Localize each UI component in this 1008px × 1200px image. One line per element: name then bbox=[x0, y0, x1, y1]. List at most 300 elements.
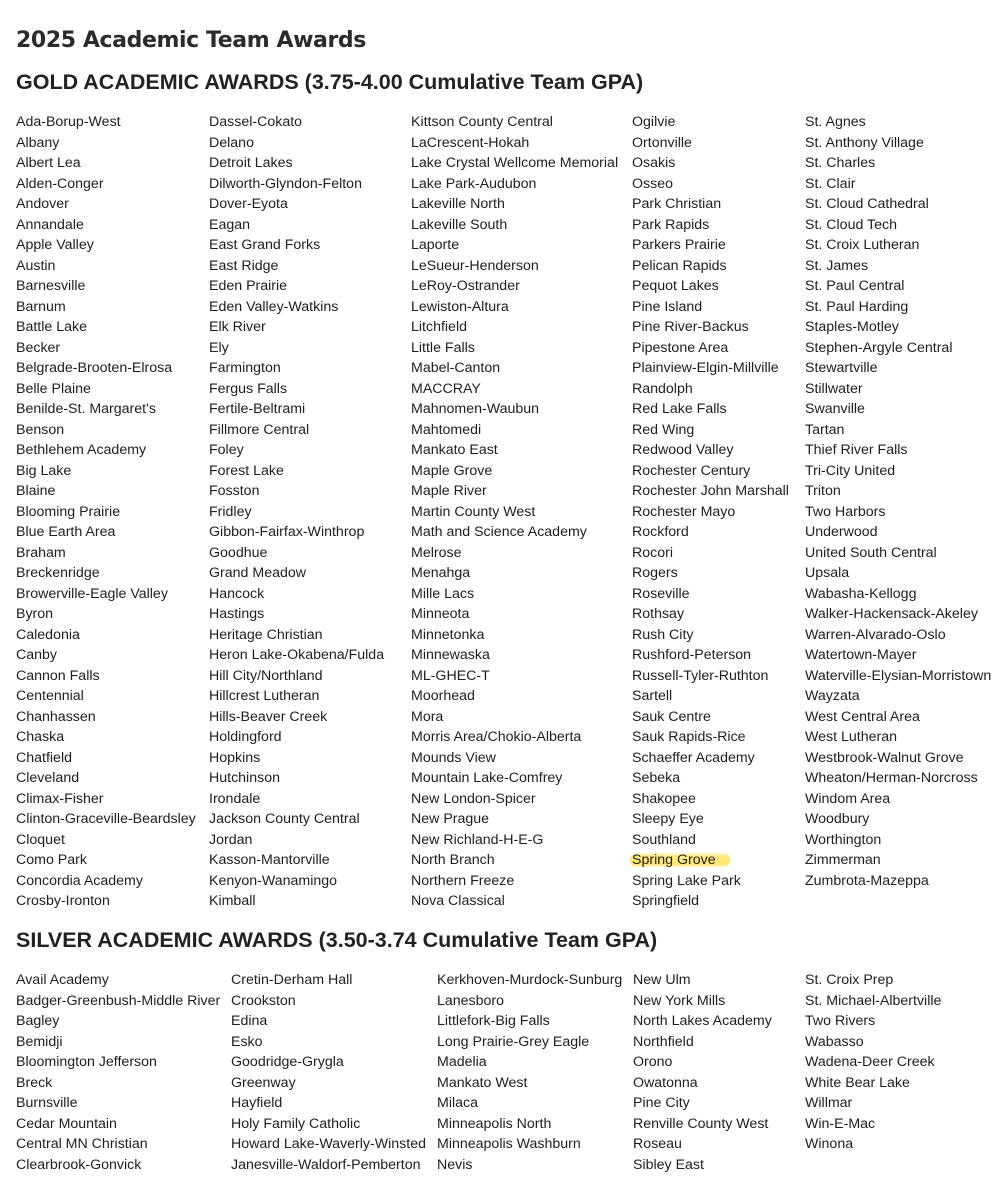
school-list-item bbox=[16, 317, 196, 338]
school-name: Bloomington Jefferson bbox=[16, 1054, 157, 1070]
school-name: Como Park bbox=[16, 852, 87, 868]
school-name: Pine City bbox=[633, 1095, 690, 1111]
school-name: Fosston bbox=[209, 483, 260, 499]
school-list-item bbox=[633, 1011, 772, 1032]
school-list-item bbox=[411, 256, 618, 277]
school-list-item bbox=[411, 461, 618, 482]
school-list-item bbox=[437, 1093, 622, 1114]
school-list-item bbox=[805, 440, 991, 461]
school-list-item bbox=[411, 604, 618, 625]
silver-column-1 bbox=[16, 970, 220, 1175]
school-list-item bbox=[16, 338, 196, 359]
gold-column-5 bbox=[805, 112, 991, 891]
school-list-item bbox=[209, 235, 384, 256]
school-name: Roseau bbox=[633, 1136, 682, 1152]
school-name: Mahtomedi bbox=[411, 421, 482, 438]
school-name: Mahnomen-Waubun bbox=[411, 401, 540, 417]
school-name: Owatonna bbox=[633, 1074, 698, 1091]
school-list-item bbox=[805, 276, 991, 297]
school-list-item bbox=[16, 133, 196, 154]
school-name: Pelican Rapids bbox=[632, 257, 727, 274]
school-name: Upsala bbox=[805, 565, 850, 581]
school-list-item bbox=[805, 420, 991, 441]
school-list-item bbox=[411, 686, 618, 707]
school-name: Becker bbox=[16, 339, 61, 356]
school-list-item bbox=[16, 1073, 220, 1094]
school-list-item bbox=[633, 991, 772, 1012]
school-name: Alden-Conger bbox=[16, 175, 104, 192]
school-name: Blooming Prairie bbox=[16, 503, 121, 520]
school-list-item bbox=[209, 194, 384, 215]
school-name: Mankato West bbox=[437, 1074, 528, 1091]
school-name: Hillcrest Lutheran bbox=[209, 688, 320, 704]
school-name: Kerkhoven-Murdock-Sunburg bbox=[437, 972, 623, 988]
school-name: New London-Spicer bbox=[411, 790, 536, 807]
school-list-item bbox=[633, 1134, 772, 1155]
school-name: Janesville-Waldorf-Pemberton bbox=[231, 1156, 421, 1173]
school-list-item bbox=[632, 440, 789, 461]
school-list-item bbox=[411, 543, 618, 564]
school-list-item bbox=[209, 543, 384, 564]
school-list-item bbox=[632, 481, 789, 502]
school-list-item bbox=[633, 1093, 772, 1114]
school-list-item bbox=[411, 174, 618, 195]
school-list-item bbox=[411, 420, 618, 441]
school-name: Sibley East bbox=[633, 1156, 704, 1173]
school-name: Hancock bbox=[209, 585, 265, 602]
school-list-item bbox=[805, 625, 991, 646]
school-name: Breckenridge bbox=[16, 565, 100, 581]
school-name: Two Rivers bbox=[805, 1013, 876, 1029]
school-list-item bbox=[632, 850, 789, 871]
school-name: Apple Valley bbox=[16, 237, 94, 253]
school-name: Minneapolis Washburn bbox=[437, 1136, 581, 1152]
school-name: Barnesville bbox=[16, 278, 86, 294]
school-list-item bbox=[632, 563, 789, 584]
school-name: Holdingford bbox=[209, 729, 282, 745]
school-list-item bbox=[632, 461, 789, 482]
school-name: Kenyon-Wanamingo bbox=[209, 872, 338, 889]
school-name: East Grand Forks bbox=[209, 237, 321, 253]
school-list-item bbox=[633, 970, 772, 991]
school-name: St. Cloud Cathedral bbox=[805, 196, 929, 212]
school-name: Jackson County Central bbox=[209, 811, 360, 827]
school-name: Osseo bbox=[632, 175, 674, 192]
school-list-item bbox=[632, 502, 789, 523]
school-list-item bbox=[632, 112, 789, 133]
school-list-item bbox=[209, 707, 384, 728]
school-name: Irondale bbox=[209, 790, 261, 807]
silver-column-3 bbox=[437, 970, 622, 1175]
school-list-item bbox=[632, 543, 789, 564]
school-list-item bbox=[16, 420, 196, 441]
school-name: Zumbrota-Mazeppa bbox=[805, 872, 929, 889]
school-name: Esko bbox=[231, 1033, 263, 1050]
school-name: Fertile-Beltrami bbox=[209, 401, 306, 417]
school-name: Kittson County Central bbox=[411, 114, 553, 130]
school-name: White Bear Lake bbox=[805, 1074, 910, 1091]
school-name: St. James bbox=[805, 257, 869, 274]
school-list-item bbox=[805, 194, 991, 215]
school-list-item bbox=[16, 970, 220, 991]
school-list-item bbox=[411, 625, 618, 646]
school-list-item bbox=[632, 256, 789, 277]
school-name: Cedar Mountain bbox=[16, 1115, 117, 1132]
school-name: Winona bbox=[805, 1136, 854, 1152]
school-list-item bbox=[411, 522, 618, 543]
school-name: Centennial bbox=[16, 688, 84, 704]
school-list-item bbox=[805, 174, 991, 195]
school-list-item bbox=[411, 768, 618, 789]
school-name: Howard Lake-Waverly-Winsted bbox=[231, 1136, 427, 1152]
school-list-item bbox=[632, 809, 789, 830]
school-list-item bbox=[411, 891, 618, 912]
school-list-item bbox=[16, 1114, 220, 1135]
school-name: West Lutheran bbox=[805, 729, 898, 745]
school-list-item bbox=[632, 235, 789, 256]
school-name: St. Anthony Village bbox=[805, 134, 924, 151]
gold-awards-heading: GOLD ACADEMIC AWARDS (3.75-4.00 Cumulative Team GPA) bbox=[16, 70, 644, 94]
school-name: Cannon Falls bbox=[16, 667, 100, 684]
school-list-item bbox=[16, 991, 220, 1012]
school-name: Mounds View bbox=[411, 749, 496, 766]
school-list-item bbox=[805, 850, 991, 871]
school-list-item bbox=[16, 461, 196, 482]
school-list-item bbox=[411, 112, 618, 133]
school-name: Morris Area/Chokio-Alberta bbox=[411, 729, 582, 745]
school-name: Littlefork-Big Falls bbox=[437, 1013, 550, 1029]
school-name: Maple Grove bbox=[411, 462, 493, 479]
school-list-item bbox=[16, 1155, 220, 1176]
school-list-item bbox=[16, 502, 196, 523]
school-list-item bbox=[805, 153, 991, 174]
school-list-item bbox=[231, 1011, 426, 1032]
school-name: New Prague bbox=[411, 811, 490, 827]
school-list-item bbox=[805, 133, 991, 154]
school-name: Benson bbox=[16, 421, 65, 438]
school-name: LaCrescent-Hokah bbox=[411, 134, 530, 151]
school-list-item bbox=[411, 379, 618, 400]
school-name: Lanesboro bbox=[437, 992, 505, 1009]
school-list-item bbox=[16, 727, 196, 748]
school-list-item bbox=[805, 1011, 941, 1032]
school-name: Springfield bbox=[632, 893, 700, 909]
school-name: Belle Plaine bbox=[16, 380, 91, 397]
school-name: Kasson-Mantorville bbox=[209, 852, 330, 868]
school-name: Mille Lacs bbox=[411, 585, 475, 602]
gold-column-4 bbox=[632, 112, 789, 912]
school-list-item bbox=[805, 256, 991, 277]
school-list-item bbox=[411, 153, 618, 174]
school-name: Burnsville bbox=[16, 1095, 78, 1111]
school-list-item bbox=[805, 645, 991, 666]
school-list-item bbox=[632, 276, 789, 297]
school-name: Goodridge-Grygla bbox=[231, 1054, 344, 1070]
school-name: Lake Park-Audubon bbox=[411, 175, 537, 192]
school-name: Sauk Centre bbox=[632, 708, 711, 725]
school-list-item bbox=[632, 379, 789, 400]
gold-column-1 bbox=[16, 112, 196, 912]
school-name: St. Michael-Albertville bbox=[805, 992, 942, 1009]
school-name: Badger-Greenbush-Middle River bbox=[16, 992, 221, 1009]
school-name: Zimmerman bbox=[805, 852, 881, 868]
school-list-item bbox=[632, 645, 789, 666]
school-name: Avail Academy bbox=[16, 972, 109, 988]
school-list-item bbox=[633, 1073, 772, 1094]
school-list-item bbox=[411, 850, 618, 871]
school-name: Wabasso bbox=[805, 1033, 864, 1050]
school-name: Wheaton/Herman-Norcross bbox=[805, 770, 978, 786]
school-list-item bbox=[209, 215, 384, 236]
school-name: Cretin-Derham Hall bbox=[231, 972, 353, 988]
school-list-item bbox=[805, 215, 991, 236]
school-name: Sartell bbox=[632, 688, 673, 704]
school-list-item bbox=[633, 1052, 772, 1073]
school-name: Chatfield bbox=[16, 749, 72, 766]
school-list-item bbox=[209, 256, 384, 277]
school-name: Minnetonka bbox=[411, 626, 485, 643]
school-list-item bbox=[209, 338, 384, 359]
school-name: Foley bbox=[209, 442, 244, 458]
school-name: Crookston bbox=[231, 992, 296, 1009]
school-name: Clinton-Graceville-Beardsley bbox=[16, 811, 196, 827]
school-name: Tartan bbox=[805, 421, 845, 438]
school-list-item bbox=[209, 604, 384, 625]
school-name: Thief River Falls bbox=[805, 442, 908, 458]
school-list-item bbox=[805, 584, 991, 605]
school-name: Moorhead bbox=[411, 688, 475, 704]
school-list-item bbox=[16, 112, 196, 133]
school-list-item bbox=[805, 1032, 941, 1053]
school-name: Minneapolis North bbox=[437, 1115, 552, 1132]
school-list-item bbox=[805, 871, 991, 892]
school-list-item bbox=[805, 461, 991, 482]
school-name: West Central Area bbox=[805, 708, 920, 725]
school-list-item bbox=[805, 1052, 941, 1073]
school-name: Nova Classical bbox=[411, 893, 505, 909]
silver-awards-heading: SILVER ACADEMIC AWARDS (3.50-3.74 Cumulative Team GPA) bbox=[16, 928, 658, 952]
school-list-item bbox=[805, 522, 991, 543]
school-name: Ogilvie bbox=[632, 114, 676, 130]
school-name: St. Clair bbox=[805, 175, 856, 192]
school-list-item bbox=[805, 297, 991, 318]
school-list-item bbox=[231, 991, 426, 1012]
school-list-item bbox=[411, 133, 618, 154]
school-name: Wayzata bbox=[805, 688, 860, 704]
school-name: Waterville-Elysian-Morristown bbox=[805, 667, 992, 684]
school-list-item bbox=[209, 133, 384, 154]
school-list-item bbox=[231, 1134, 426, 1155]
school-list-item bbox=[632, 768, 789, 789]
school-name: St. Croix Lutheran bbox=[805, 237, 920, 253]
school-name: Long Prairie-Grey Eagle bbox=[437, 1033, 590, 1050]
school-name: Litchfield bbox=[411, 319, 467, 335]
school-list-item bbox=[411, 338, 618, 359]
school-list-item bbox=[16, 1032, 220, 1053]
school-name: Woodbury bbox=[805, 811, 870, 827]
school-list-item bbox=[411, 727, 618, 748]
school-name: Red Lake Falls bbox=[632, 401, 727, 417]
school-name: Bemidji bbox=[16, 1033, 63, 1050]
school-name: Austin bbox=[16, 257, 56, 274]
school-list-item bbox=[16, 543, 196, 564]
school-list-item bbox=[16, 809, 196, 830]
school-name: Browerville-Eagle Valley bbox=[16, 585, 168, 602]
school-list-item bbox=[209, 789, 384, 810]
school-list-item bbox=[209, 686, 384, 707]
school-list-item bbox=[231, 1032, 426, 1053]
school-list-item bbox=[632, 830, 789, 851]
school-name: Pequot Lakes bbox=[632, 278, 719, 294]
school-name: Park Christian bbox=[632, 196, 722, 212]
school-list-item bbox=[16, 358, 196, 379]
school-name: Dilworth-Glyndon-Felton bbox=[209, 175, 362, 192]
school-list-item bbox=[209, 584, 384, 605]
school-name: New Richland-H-E-G bbox=[411, 831, 544, 848]
school-name: Park Rapids bbox=[632, 216, 710, 233]
school-name: Madelia bbox=[437, 1054, 487, 1070]
school-name: ML-GHEC-T bbox=[411, 667, 490, 684]
school-list-item bbox=[231, 1073, 426, 1094]
school-name: Lewiston-Altura bbox=[411, 298, 509, 315]
school-name: Braham bbox=[16, 544, 66, 561]
school-name: Little Falls bbox=[411, 339, 475, 356]
school-name: Cleveland bbox=[16, 770, 80, 786]
school-name: Crosby-Ironton bbox=[16, 893, 110, 909]
school-list-item bbox=[209, 112, 384, 133]
school-list-item bbox=[805, 748, 991, 769]
school-list-item bbox=[805, 707, 991, 728]
school-list-item bbox=[632, 625, 789, 646]
school-name: St. Agnes bbox=[805, 114, 866, 130]
school-list-item bbox=[437, 1155, 622, 1176]
school-list-item bbox=[805, 235, 991, 256]
school-name: Triton bbox=[805, 483, 841, 499]
school-list-item bbox=[16, 297, 196, 318]
school-list-item bbox=[411, 645, 618, 666]
school-list-item bbox=[411, 707, 618, 728]
school-list-item bbox=[411, 358, 618, 379]
school-name: Delano bbox=[209, 134, 254, 151]
school-list-item bbox=[632, 174, 789, 195]
school-list-item bbox=[16, 194, 196, 215]
school-list-item bbox=[805, 1114, 941, 1135]
school-name: Stewartville bbox=[805, 360, 878, 376]
school-name: Gibbon-Fairfax-Winthrop bbox=[209, 524, 365, 540]
school-list-item bbox=[805, 338, 991, 359]
school-list-item bbox=[411, 317, 618, 338]
school-name: Fillmore Central bbox=[209, 421, 310, 438]
school-name: Randolph bbox=[632, 380, 693, 397]
school-list-item bbox=[209, 871, 384, 892]
school-list-item bbox=[209, 727, 384, 748]
school-list-item bbox=[411, 748, 618, 769]
school-name: Tri-City United bbox=[805, 462, 896, 479]
school-name: Minneota bbox=[411, 606, 470, 622]
school-list-item bbox=[632, 789, 789, 810]
school-list-item bbox=[805, 789, 991, 810]
school-list-item bbox=[209, 317, 384, 338]
school-name: Detroit Lakes bbox=[209, 155, 293, 171]
highlighted-school-name: Spring Grove bbox=[630, 852, 730, 868]
school-list-item bbox=[16, 707, 196, 728]
school-name: Walker-Hackensack-Akeley bbox=[805, 606, 978, 622]
school-name: St. Croix Prep bbox=[805, 972, 894, 988]
school-name: Jordan bbox=[209, 831, 253, 848]
school-name: Plainview-Elgin-Millville bbox=[632, 360, 779, 376]
school-name: Andover bbox=[16, 196, 69, 212]
school-list-item bbox=[632, 194, 789, 215]
school-list-item bbox=[632, 871, 789, 892]
school-name: Math and Science Academy bbox=[411, 524, 587, 540]
school-name: Staples-Motley bbox=[805, 319, 899, 335]
school-name: MACCRAY bbox=[411, 380, 481, 397]
school-name: Chaska bbox=[16, 729, 65, 745]
school-list-item bbox=[437, 1114, 622, 1135]
school-list-item bbox=[632, 891, 789, 912]
school-list-item bbox=[805, 666, 991, 687]
school-list-item bbox=[632, 604, 789, 625]
school-name: North Branch bbox=[411, 852, 495, 868]
school-list-item bbox=[632, 358, 789, 379]
school-list-item bbox=[805, 1073, 941, 1094]
school-list-item bbox=[632, 338, 789, 359]
school-list-item bbox=[209, 153, 384, 174]
school-name: Central MN Christian bbox=[16, 1136, 148, 1152]
school-list-item bbox=[16, 276, 196, 297]
school-name: Renville County West bbox=[633, 1115, 769, 1132]
school-list-item bbox=[632, 522, 789, 543]
school-list-item bbox=[805, 970, 941, 991]
school-name: Sleepy Eye bbox=[632, 811, 704, 827]
school-list-item bbox=[16, 768, 196, 789]
school-list-item bbox=[16, 748, 196, 769]
school-list-item bbox=[231, 1114, 426, 1135]
school-name: St. Paul Harding bbox=[805, 298, 909, 315]
school-name: Hutchinson bbox=[209, 770, 280, 786]
school-name: Wabasha-Kellogg bbox=[805, 585, 917, 602]
school-name: Red Wing bbox=[632, 421, 695, 438]
school-list-item bbox=[805, 830, 991, 851]
school-name: Farmington bbox=[209, 360, 281, 376]
school-name: Elk River bbox=[209, 319, 266, 335]
school-name: Swanville bbox=[805, 401, 865, 417]
school-name: Lakeville North bbox=[411, 196, 505, 212]
school-name: Greenway bbox=[231, 1074, 296, 1091]
school-list-item bbox=[437, 1052, 622, 1073]
school-list-item bbox=[209, 481, 384, 502]
school-name: New York Mills bbox=[633, 992, 726, 1009]
school-list-item bbox=[411, 399, 618, 420]
school-list-item bbox=[16, 399, 196, 420]
school-name: Rochester John Marshall bbox=[632, 483, 789, 499]
school-name: Grand Meadow bbox=[209, 565, 306, 581]
school-list-item bbox=[209, 502, 384, 523]
school-list-item bbox=[16, 871, 196, 892]
school-list-item bbox=[209, 174, 384, 195]
school-name: Byron bbox=[16, 606, 54, 622]
school-list-item bbox=[231, 1093, 426, 1114]
school-list-item bbox=[209, 461, 384, 482]
school-name: Benilde-St. Margaret's bbox=[16, 401, 156, 417]
school-list-item bbox=[437, 1073, 622, 1094]
school-name: Schaeffer Academy bbox=[632, 749, 755, 766]
school-list-item bbox=[411, 440, 618, 461]
school-list-item bbox=[437, 1032, 622, 1053]
school-name: Belgrade-Brooten-Elrosa bbox=[16, 360, 173, 376]
school-name: Melrose bbox=[411, 544, 462, 561]
school-list-item bbox=[16, 379, 196, 400]
